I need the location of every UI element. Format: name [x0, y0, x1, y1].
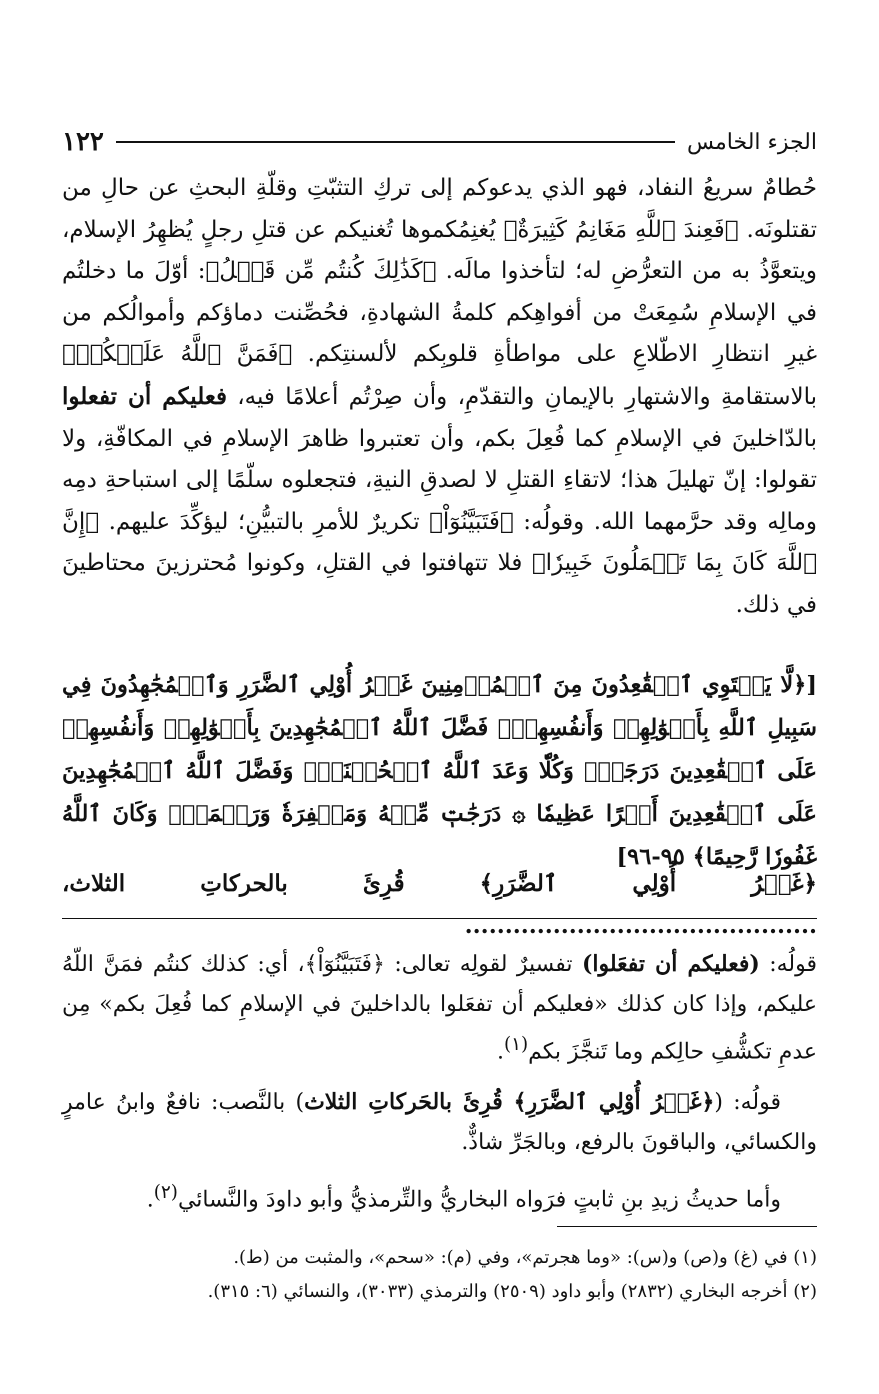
commentary-p1-intro: قولُه: — [759, 952, 817, 977]
commentary-p3-text: وأما حديثُ زيدِ بنِ ثابتٍ فرَواه البخاريُّ والتِّرمذيُّ وأبو داودَ والنَّسائي — [177, 1187, 781, 1213]
main-paragraph-text: حُطامٌ سريعُ النفاد، فهو الذي يدعوكم إلى تركِ التثبّتِ وقلّةِ البحثِ عن حالِ من تقتلونَه. ﴿فَعِندَ ٱللَّهِ مَغَانِمُ كَثِيرَةٌ﴾ يُغنِمُكموها تُغنيكم عن قتلِ رجلٍ يُظهِرُ الإسلام، ويتعوَّذُ به من التعرُّضِ له؛ لتأخذوا مالَه. ﴿كَذَٰلِكَ كُنتُم مِّن قَبۡلُ﴾: أوّلَ ما دخلتُم في الإسلامِ سُمِعَتْ من أفواهِكم كلمةُ الشهادةِ، فحُصِّنت دماؤكم وأموالُكم من غيرِ انتظارِ الاطّلاعِ على مواطأةِ قلوبِكم لألسنتِكم. ﴿فَمَنَّ ٱللَّهُ عَلَيۡكُمۡ﴾ بالاستقامةِ والاشتهارِ بالإيمانِ والتقدّمِ، وأن صِرْتُم أعلامًا فيه، — [62, 175, 817, 410]
main-paragraph-continuation: بالدّاخلينَ في الإسلامِ كما فُعِلَ بكم، وأن تعتبروا ظاهرَ الإسلامِ في المكافّةِ، ولا تقولوا: إنّ تهليلَ هذا؛ لاتقاءِ القتلِ لا لصدقِ النيةِ، فتجعلوه سلّمًا إلى استباحةِ دمِه ومالِه وقد حرَّمهما الله. وقولُه: ﴿فَتَبَيَّنُوٓاْ﴾ تكريرٌ للأمرِ بالتبيُّنِ؛ ليؤكِّدَ عليهم. ﴿إِنَّ ٱللَّهَ كَانَ بِمَا تَعۡمَلُونَ خَبِيرٗا﴾ فلا تتهافتوا في القتلِ، وكونوا مُحترزينَ محتاطينَ في ذلك. — [62, 425, 817, 618]
commentary-p3-end: . — [146, 1187, 154, 1213]
subheading-dots: ............................................ — [464, 911, 817, 939]
commentary — [62, 944, 817, 1231]
running-title: الجزء الخامس — [686, 129, 817, 155]
quran-verse: [﴿لَّا يَسۡتَوِي ٱلۡقَٰعِدُونَ مِنَ ٱلۡمُؤۡمِنِينَ غَيۡرُ أُوْلِي ٱلضَّرَرِ وَٱلۡمُجَٰهِدُونَ فِي سَبِيلِ ٱللَّهِ بِأَمۡوَٰلِهِمۡ وَأَنفُسِهِمۡۚ فَضَّلَ ٱللَّهُ ٱلۡمُجَٰهِدِينَ بِأَمۡوَٰلِهِمۡ وَأَنفُسِهِمۡ عَلَى ٱلۡقَٰعِدِينَ دَرَجَةٗۚ وَكُلّٗا وَعَدَ ٱللَّهُ ٱلۡحُسۡنَىٰۚ وَفَضَّلَ ٱللَّهُ ٱلۡمُجَٰهِدِينَ عَلَى ٱلۡقَٰعِدِينَ أَجۡرًا عَظِيمٗا ۞ دَرَجَٰتٖ مِّنۡهُ وَمَغۡفِرَةٗ وَرَحۡمَةٗۚ وَكَانَ ٱللَّهُ غَفُورٗا رَّحِيمًا﴾ ٩٥-٩٦] — [62, 672, 817, 870]
main-bold-phrase: فعليكم أن تفعلوا — [62, 382, 227, 410]
page-number: ١٢٢ — [62, 127, 104, 157]
commentary-p2-intro: قولُه: ( — [714, 1090, 781, 1116]
main-text — [62, 168, 817, 627]
page-header — [62, 122, 817, 162]
main-paragraph — [62, 168, 817, 627]
footnotes — [62, 1241, 817, 1309]
commentary-p2-text: ) بالنَّصب: نافعٌ وابنُ عامرٍ والكسائي، والباقونَ بالرفع، وبالجَرِّ شاذٌّ. — [62, 1090, 817, 1156]
quran-verse-block — [62, 664, 817, 879]
header-rule — [116, 141, 675, 143]
commentary-p1-bold: (فعليكم أن تفعَلوا) — [581, 951, 760, 977]
commentary-p2-bold: ﴿غَيۡرُ أُوْلِي ٱلضَّرَرِ﴾ قُرِئَ بالحَركاتِ الثلاث — [304, 1089, 715, 1116]
footnote-ref-1[interactable]: (١) — [503, 1034, 529, 1055]
commentary-paragraph-3 — [62, 1173, 817, 1220]
footnote-2: (٢) أخرجه البخاري (٢٨٣٢) وأبو داود (٢٥٠٩) والترمذي (٣٠٣٣)، والنسائي (٦: ٣١٥). — [207, 1281, 817, 1302]
footnote-ref-2[interactable]: (٢) — [153, 1182, 178, 1204]
commentary-p1-end: . — [496, 1039, 504, 1065]
commentary-paragraph-1 — [62, 944, 817, 1072]
commentary-paragraph-2 — [62, 1082, 817, 1163]
subheading-text: ﴿غَيۡرُ أُوْلِي ٱلضَّرَرِ﴾ قُرِئَ بالحركاتِ الثلاث، — [62, 870, 817, 897]
footnote-1: (١) في (غ) و(ص) و(س): «وما هجرتم»، وفي (م): «سحم»، والمثبت من (ط). — [233, 1247, 817, 1268]
subheading — [62, 863, 817, 946]
commentary-p1-text: تفسيرٌ لقولِه تعالى: ﴿فَتَبَيَّنُوٓاْ﴾، أي: كذلك كنتُم فمَنَّ اللّهُ عليكم، وإذا كان كذلك «فعليكم أن تفعَلوا بالداخلينَ في الإسلامِ كما فُعِلَ بكم» مِن عدمِ تكشُّفِ حالِكم وما تَنجَّزَ بكم — [62, 952, 817, 1065]
footnote-separator — [557, 1226, 817, 1227]
section-separator — [62, 918, 817, 919]
